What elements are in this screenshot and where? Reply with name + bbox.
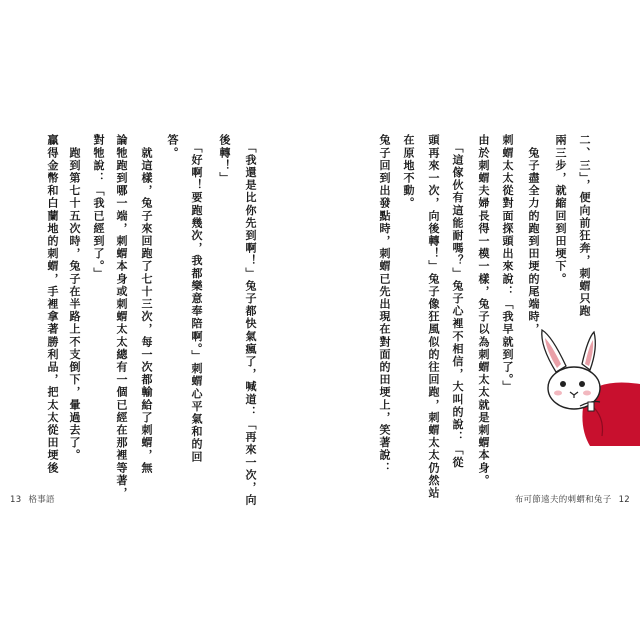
right-text-column: 刺蝟太太從對面探頭出來說：「我早就到了。」 — [501, 134, 514, 394]
right-footer — [515, 493, 634, 505]
left-text-column: 「我還是比你先到啊！」兔子都快氣瘋了，喊道：「再來一次，向 — [244, 134, 257, 507]
left-text-column: 「好啊！要跑幾次，我都樂意奉陪啊。」刺蝟心平氣和的回 — [190, 134, 203, 464]
left-text-column: 論牠跑到哪一端，刺蝟本身或刺蝟太太總有一個已經在那裡等著， — [115, 134, 128, 500]
left-text-column: 對牠說：「我已經到了。」 — [92, 134, 105, 280]
right-page — [320, 0, 640, 640]
right-text-column: 兩三步，就縮回到田埂下。 — [554, 134, 567, 286]
left-text-column: 就這樣，兔子來回跑了七十三次，每一次都輸給了刺蝟，無 — [140, 134, 153, 475]
right-page-number: 12 — [618, 495, 630, 505]
right-text-column: 兔子回到出發點時，刺蝟已先出現在對面的田埂上，笑著說： — [378, 134, 391, 475]
left-running-title: 格事語 — [28, 495, 55, 505]
rabbit-illustration-icon — [530, 326, 640, 446]
right-text-column: 二、三」，便向前狂奔，刺蝟只跑 — [578, 134, 591, 318]
left-text-column: 答。 — [166, 134, 179, 160]
left-page-number: 13 — [10, 495, 22, 505]
left-text-column: 跑到第七十五次時，兔子在半路上不支倒下，暈過去了。 — [68, 134, 81, 462]
right-text-column: 在原地不動。 — [402, 134, 415, 210]
left-footer — [6, 493, 55, 505]
right-text-column: 「這傢伙有這能耐嗎？」兔子心裡不相信，大叫的說：「從 — [451, 134, 464, 469]
left-text-column: 後轉！」 — [218, 134, 231, 185]
right-text-column: 由於刺蝟夫婦長得一模一樣，兔子以為刺蝟太太就是刺蝟本身。 — [477, 134, 490, 487]
right-text-column: 頭再來一次，向後轉！」兔子像狂風似的往回跑，刺蝟太太仍然站 — [427, 134, 440, 500]
left-text-column: 贏得金幣和白蘭地的刺蝟，手裡拿著勝利品，把太太從田埂後 — [46, 134, 59, 475]
right-text-column: 兔子盡全力的跑到田埂的尾端時， — [527, 134, 540, 336]
right-running-title: 布可節遠夫的刺蝟和兔子 — [514, 495, 612, 505]
